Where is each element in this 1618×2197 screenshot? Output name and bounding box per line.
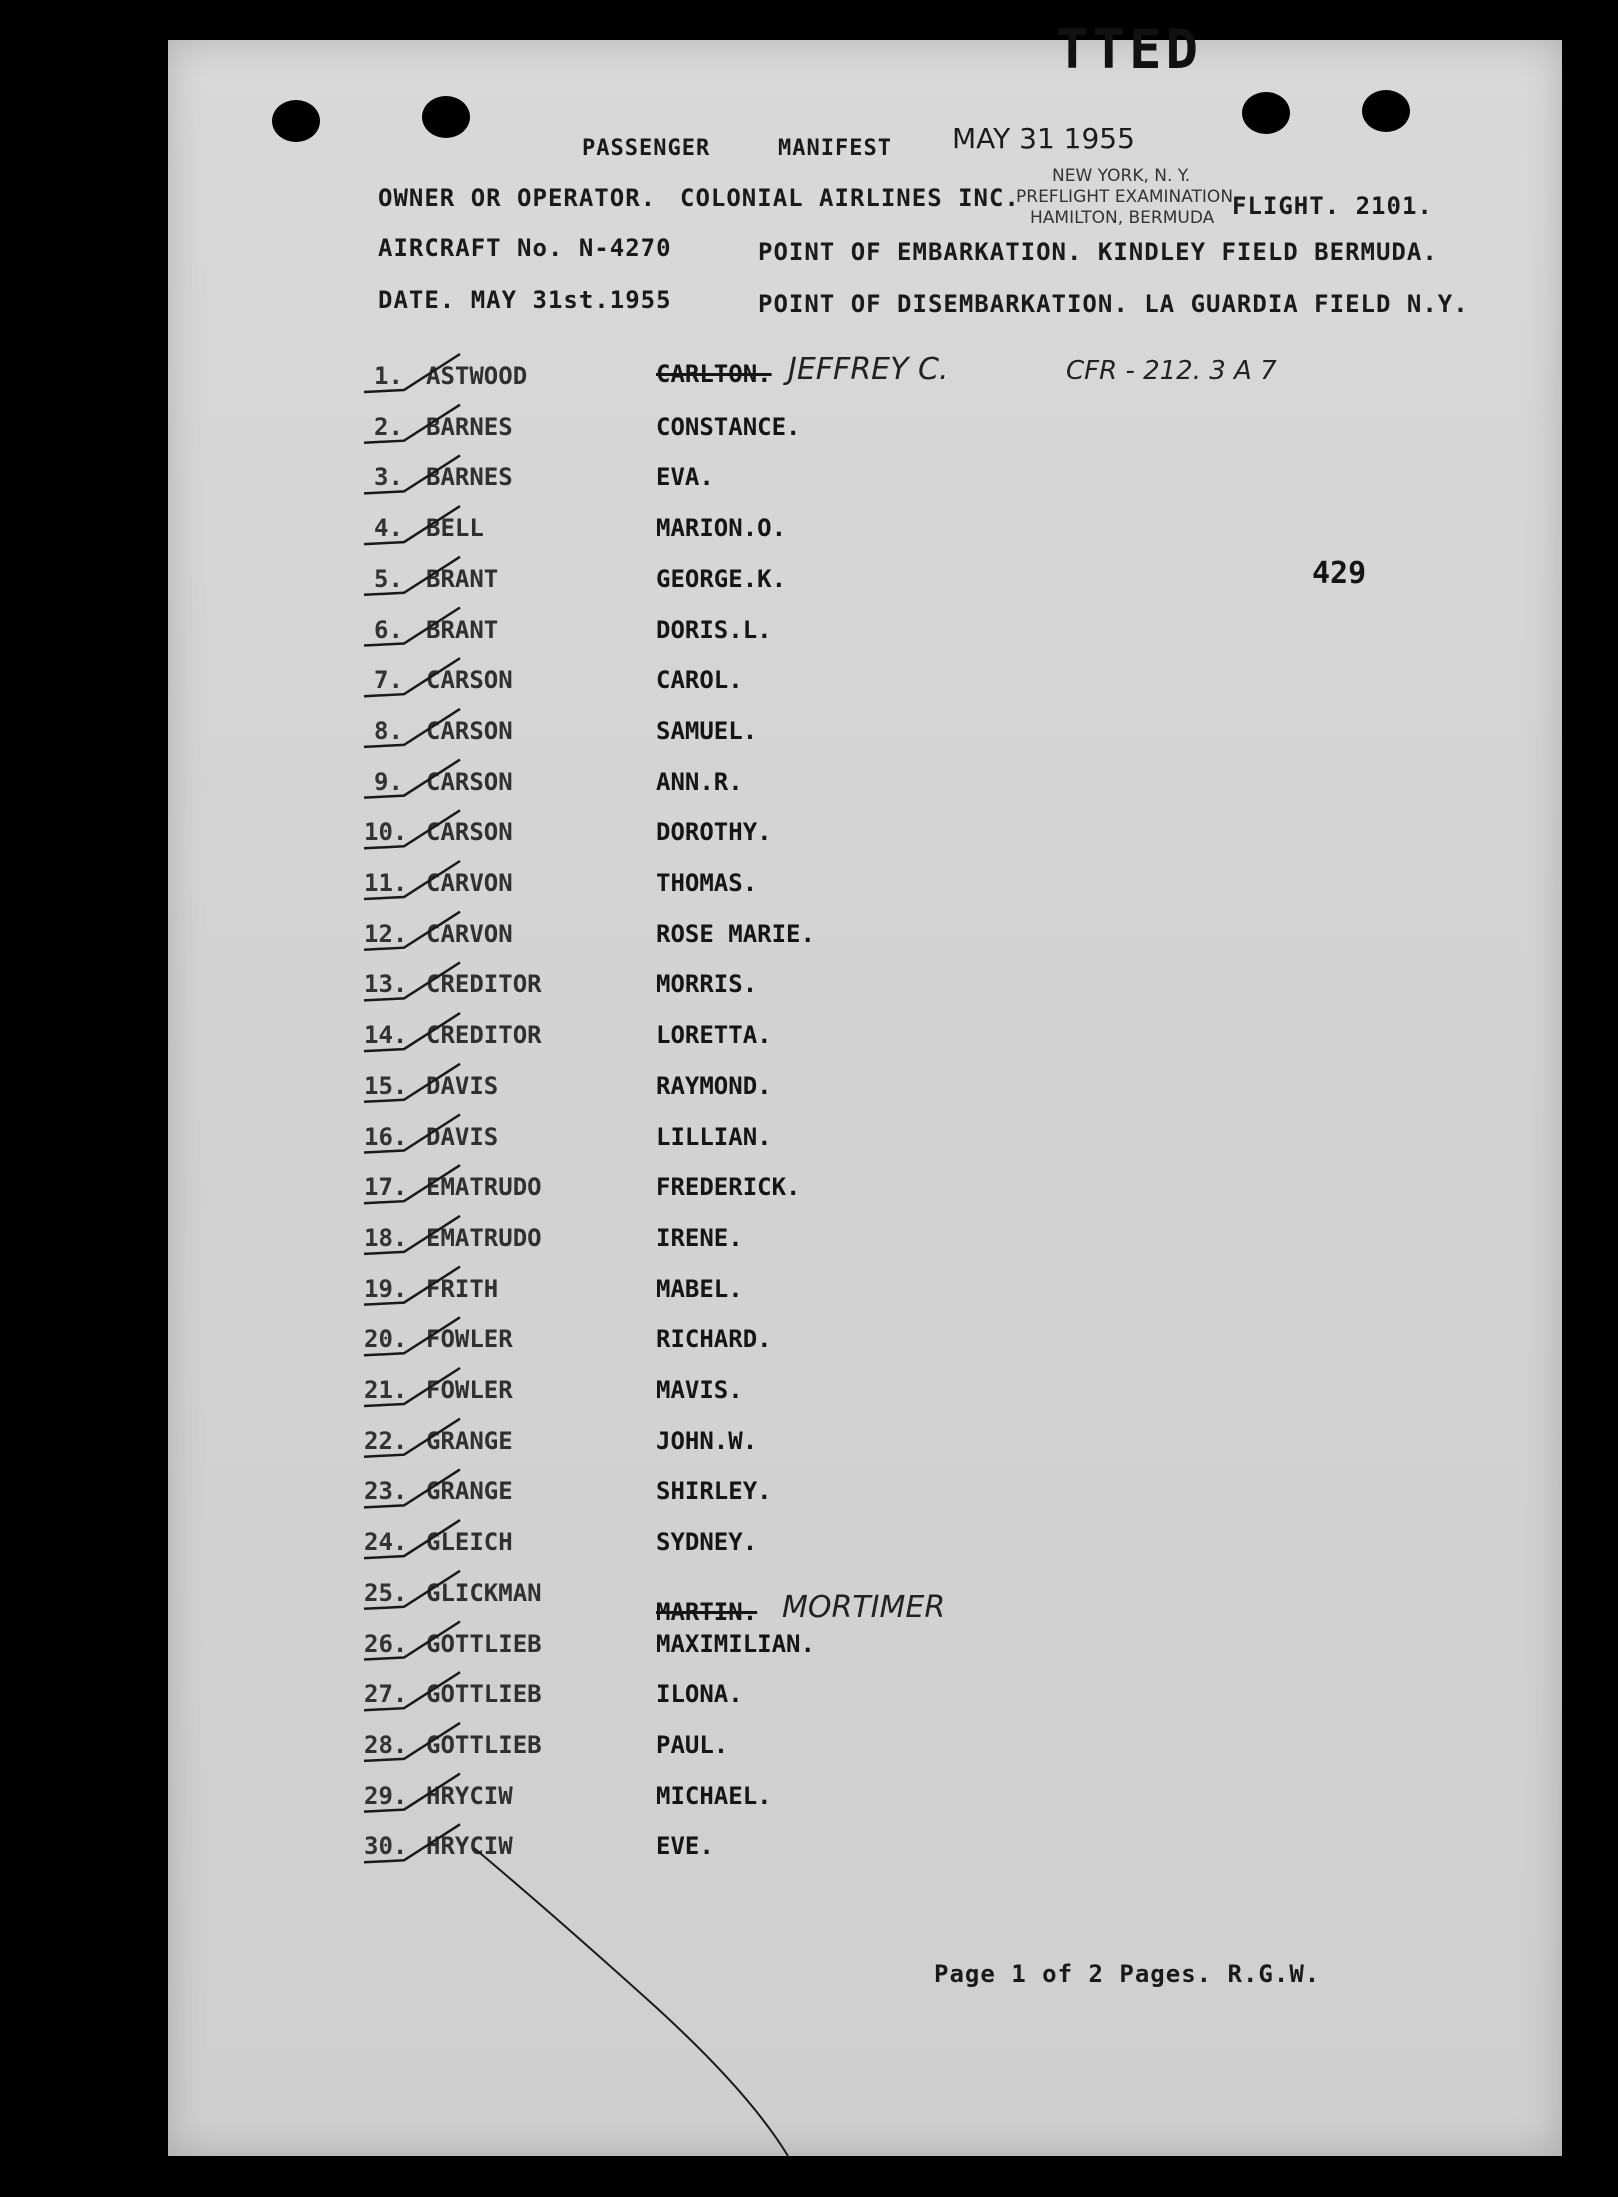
passenger-number: 17. bbox=[364, 1173, 408, 1202]
passenger-given-name: MARION.O. bbox=[656, 514, 787, 543]
owner-value: COLONIAL AIRLINES INC. bbox=[680, 184, 1020, 212]
passenger-given-name: RAYMOND. bbox=[656, 1071, 772, 1100]
title-passenger: PASSENGER bbox=[582, 136, 711, 161]
passenger-given-name: DOROTHY. bbox=[656, 818, 772, 847]
check-mark bbox=[364, 1064, 460, 1102]
passenger-number: 5. bbox=[374, 564, 403, 593]
passenger-given-name: JOHN.W. bbox=[656, 1426, 758, 1455]
passenger-number: 14. bbox=[364, 1021, 408, 1050]
passenger-number: 16. bbox=[364, 1122, 408, 1151]
passenger-number: 3. bbox=[374, 463, 403, 492]
passenger-number: 12. bbox=[364, 919, 408, 948]
stamp-new-york: NEW YORK, N. Y. bbox=[1052, 166, 1191, 186]
struck-name-carlton: CARLTON. bbox=[656, 360, 772, 388]
check-mark bbox=[364, 1622, 460, 1660]
passenger-surname: FOWLER bbox=[426, 1325, 513, 1354]
passenger-surname: GOTTLIEB bbox=[426, 1629, 542, 1658]
passenger-number: 20. bbox=[364, 1325, 408, 1354]
check-mark bbox=[364, 1672, 460, 1710]
passenger-surname: ASTWOOD bbox=[426, 362, 528, 390]
handwritten-mortimer: MORTIMER bbox=[782, 1590, 946, 1625]
passenger-number: 1. bbox=[374, 362, 403, 390]
owner-label: OWNER OR OPERATOR. bbox=[378, 184, 657, 212]
passenger-number: 19. bbox=[364, 1274, 408, 1303]
passenger-given-name: CONSTANCE. bbox=[656, 412, 801, 441]
check-mark bbox=[364, 1165, 460, 1203]
passenger-given-name: PAUL. bbox=[656, 1730, 729, 1759]
passenger-given-name: GEORGE.K. bbox=[656, 564, 787, 593]
passenger-surname: BELL bbox=[426, 514, 484, 543]
passenger-given-name: SHIRLEY. bbox=[656, 1477, 772, 1506]
title-manifest: MANIFEST bbox=[778, 136, 892, 161]
passenger-number: 7. bbox=[374, 666, 403, 695]
passenger-given-name: FREDERICK. bbox=[656, 1173, 801, 1202]
manifest-page bbox=[168, 18, 1562, 2156]
check-mark bbox=[364, 557, 460, 595]
passenger-surname: GOTTLIEB bbox=[426, 1730, 542, 1759]
passenger-surname: CARSON bbox=[426, 666, 513, 695]
passenger-surname: BRANT bbox=[426, 564, 499, 593]
passenger-surname: HRYCIW bbox=[426, 1781, 513, 1810]
passenger-surname: FOWLER bbox=[426, 1376, 513, 1404]
check-mark bbox=[364, 1520, 460, 1558]
passenger-surname: CARVON bbox=[426, 919, 513, 948]
stamp-hamilton: HAMILTON, BERMUDA bbox=[1030, 208, 1215, 228]
passenger-given-name: ILONA. bbox=[656, 1680, 743, 1709]
passenger-given-name: LILLIAN. bbox=[656, 1122, 772, 1151]
passenger-given-name: IRENE. bbox=[656, 1223, 743, 1252]
check-mark bbox=[364, 861, 460, 899]
check-mark bbox=[364, 1013, 460, 1051]
passenger-number: 11. bbox=[364, 869, 408, 897]
check-mark bbox=[364, 1419, 460, 1457]
check-mark bbox=[364, 1774, 460, 1812]
passenger-surname: EMATRUDO bbox=[426, 1223, 542, 1252]
passenger-number: 8. bbox=[374, 716, 403, 745]
check-mark bbox=[364, 608, 460, 646]
passenger-surname: CARSON bbox=[426, 767, 513, 796]
stamp-date: MAY 31 1955 bbox=[952, 122, 1135, 155]
check-mark bbox=[364, 760, 460, 798]
check-mark bbox=[364, 1571, 460, 1609]
handwritten-jeffrey: JEFFREY C. bbox=[788, 352, 949, 387]
flight-number: FLIGHT. 2101. bbox=[1232, 192, 1433, 220]
check-mark bbox=[364, 506, 460, 544]
manifest-date: DATE. MAY 31st.1955 bbox=[378, 286, 672, 314]
passenger-number: 21. bbox=[364, 1376, 408, 1404]
passenger-given-name: MAVIS. bbox=[656, 1376, 743, 1404]
passenger-surname: GLICKMAN bbox=[426, 1578, 542, 1607]
passenger-number: 2. bbox=[374, 412, 403, 441]
check-mark bbox=[364, 1216, 460, 1254]
passenger-number: 22. bbox=[364, 1426, 408, 1455]
passenger-given-name: DORIS.L. bbox=[656, 615, 772, 644]
passenger-given-name: SYDNEY. bbox=[656, 1528, 758, 1557]
passenger-surname: DAVIS bbox=[426, 1071, 499, 1100]
passenger-given-name: RICHARD. bbox=[656, 1325, 772, 1354]
passenger-number: 30. bbox=[364, 1832, 408, 1861]
passenger-surname: BRANT bbox=[426, 615, 499, 644]
passenger-number: 9. bbox=[374, 767, 403, 796]
passenger-given-name: ANN.R. bbox=[656, 767, 743, 796]
check-mark bbox=[364, 658, 460, 696]
passenger-given-name: SAMUEL. bbox=[656, 716, 758, 745]
passenger-number: 27. bbox=[364, 1680, 408, 1709]
passenger-given-name: MICHAEL. bbox=[656, 1781, 772, 1810]
check-mark bbox=[364, 962, 460, 1000]
passenger-number: 28. bbox=[364, 1730, 408, 1759]
passenger-number: 25. bbox=[364, 1578, 408, 1607]
passenger-surname: CREDITOR bbox=[426, 970, 542, 999]
passenger-number: 6. bbox=[374, 615, 403, 644]
aircraft-number: AIRCRAFT No. N-4270 bbox=[378, 234, 672, 262]
passenger-number: 29. bbox=[364, 1781, 408, 1810]
passenger-number: 13. bbox=[364, 970, 408, 999]
passenger-surname: BARNES bbox=[426, 412, 513, 441]
check-mark bbox=[364, 912, 460, 950]
passenger-surname: EMATRUDO bbox=[426, 1173, 542, 1202]
check-mark bbox=[364, 709, 460, 747]
check-mark bbox=[364, 810, 460, 848]
passenger-surname: CARSON bbox=[426, 818, 513, 847]
passenger-given-name: ROSE MARIE. bbox=[656, 919, 815, 948]
passenger-surname: CARVON bbox=[426, 869, 513, 897]
point-of-disembarkation: POINT OF DISEMBARKATION. LA GUARDIA FIELD N.Y. bbox=[758, 290, 1469, 318]
check-mark bbox=[364, 1824, 460, 1862]
reference-number: 429 bbox=[1312, 556, 1367, 591]
passenger-given-name: EVE. bbox=[656, 1832, 714, 1861]
passenger-surname: HRYCIW bbox=[426, 1832, 513, 1861]
passenger-number: 10. bbox=[364, 818, 408, 847]
passenger-number: 4. bbox=[374, 514, 403, 543]
passenger-number: 15. bbox=[364, 1071, 408, 1100]
partial-top-stamp: TTED bbox=[1056, 18, 1203, 81]
passenger-given-name: MAXIMILIAN. bbox=[656, 1629, 815, 1658]
passenger-given-name: MABEL. bbox=[656, 1274, 743, 1303]
check-mark bbox=[364, 1368, 460, 1406]
check-mark bbox=[364, 354, 460, 392]
passenger-surname: DAVIS bbox=[426, 1122, 499, 1151]
passenger-given-name: MORRIS. bbox=[656, 970, 758, 999]
passenger-given-name: LORETTA. bbox=[656, 1021, 772, 1050]
page-footer: Page 1 of 2 Pages. R.G.W. bbox=[934, 1960, 1321, 1988]
check-marks-overlay bbox=[168, 40, 1562, 2156]
check-mark bbox=[364, 1469, 460, 1507]
passenger-surname: GLEICH bbox=[426, 1528, 513, 1557]
passenger-surname: CREDITOR bbox=[426, 1021, 542, 1050]
passenger-given-name: THOMAS. bbox=[656, 869, 758, 897]
passenger-surname: GRANGE bbox=[426, 1426, 513, 1455]
check-mark bbox=[364, 1723, 460, 1761]
passenger-surname: BARNES bbox=[426, 463, 513, 492]
check-mark bbox=[364, 455, 460, 493]
passenger-given-name: EVA. bbox=[656, 463, 714, 492]
pencil-diagonal-line bbox=[474, 1848, 788, 2156]
passenger-number: 26. bbox=[364, 1629, 408, 1658]
passenger-surname: CARSON bbox=[426, 716, 513, 745]
passenger-surname: GOTTLIEB bbox=[426, 1680, 542, 1709]
stamp-preflight: PREFLIGHT EXAMINATION bbox=[1016, 187, 1234, 207]
passenger-number: 18. bbox=[364, 1223, 408, 1252]
passenger-surname: FRITH bbox=[426, 1274, 499, 1303]
passenger-number: 24. bbox=[364, 1528, 408, 1557]
handwritten-cfr-reference: CFR - 212. 3 A 7 bbox=[1066, 356, 1277, 386]
passenger-number: 23. bbox=[364, 1477, 408, 1506]
check-mark bbox=[364, 405, 460, 443]
point-of-embarkation: POINT OF EMBARKATION. KINDLEY FIELD BERMUDA. bbox=[758, 238, 1438, 266]
passenger-surname: GRANGE bbox=[426, 1477, 513, 1506]
struck-name-martin: MARTIN. bbox=[656, 1598, 758, 1626]
check-mark bbox=[364, 1115, 460, 1153]
check-mark bbox=[364, 1267, 460, 1305]
passenger-given-name: CAROL. bbox=[656, 666, 743, 695]
check-mark bbox=[364, 1317, 460, 1355]
